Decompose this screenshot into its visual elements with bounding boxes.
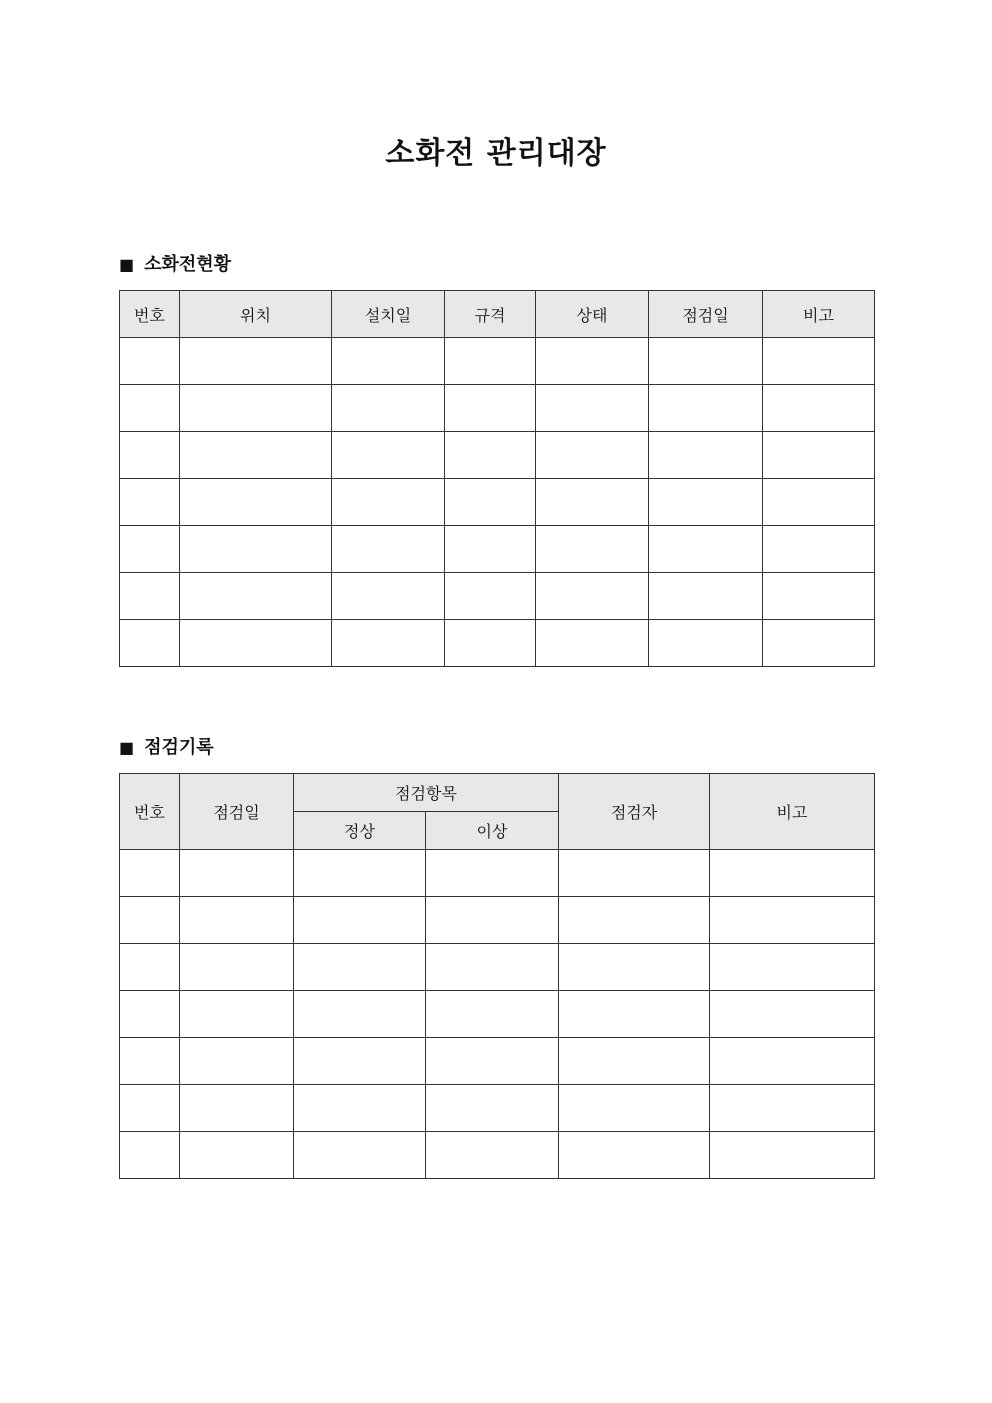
section-heading-label: 소화전현황 — [144, 254, 232, 275]
table-cell[interactable] — [559, 1038, 710, 1085]
table-cell[interactable] — [536, 526, 649, 573]
table-cell[interactable] — [332, 385, 445, 432]
table-cell[interactable] — [445, 620, 536, 667]
table-row — [120, 1038, 875, 1085]
table-cell[interactable] — [180, 897, 294, 944]
table-cell[interactable] — [120, 1132, 180, 1179]
table-cell[interactable] — [180, 991, 294, 1038]
table-cell[interactable] — [559, 1085, 710, 1132]
table-cell[interactable] — [763, 620, 875, 667]
column-header-abnormal: 이상 — [426, 812, 559, 850]
table-cell[interactable] — [559, 944, 710, 991]
section-heading-hydrant-status — [119, 253, 231, 277]
table-cell[interactable] — [332, 526, 445, 573]
square-bullet-icon: ■ — [119, 738, 135, 757]
table-cell[interactable] — [763, 526, 875, 573]
column-header-remarks: 비고 — [763, 291, 875, 338]
table-cell[interactable] — [294, 991, 426, 1038]
table-cell[interactable] — [649, 526, 763, 573]
table-cell[interactable] — [120, 944, 180, 991]
table-cell[interactable] — [426, 1085, 559, 1132]
table-row — [120, 573, 875, 620]
table-cell[interactable] — [445, 573, 536, 620]
hydrant-status-table — [119, 290, 875, 667]
table-row — [120, 1085, 875, 1132]
section-heading-inspection-record — [119, 736, 214, 760]
document-title: 소화전 관리대장 — [385, 136, 607, 171]
table-cell[interactable] — [180, 573, 332, 620]
table-cell[interactable] — [180, 385, 332, 432]
table-cell[interactable] — [426, 850, 559, 897]
column-header-inspection-items: 점검항목 — [294, 774, 559, 812]
table-cell[interactable] — [559, 850, 710, 897]
table-cell[interactable] — [536, 620, 649, 667]
table-cell[interactable] — [710, 1085, 875, 1132]
table-cell[interactable] — [763, 432, 875, 479]
table-cell[interactable] — [445, 432, 536, 479]
column-header-normal: 정상 — [294, 812, 426, 850]
table-cell[interactable] — [426, 991, 559, 1038]
column-header-spec: 규격 — [445, 291, 536, 338]
section-heading-label: 점검기록 — [144, 737, 214, 758]
table-cell[interactable] — [445, 385, 536, 432]
table-cell[interactable] — [426, 1132, 559, 1179]
column-header-inspector: 점검자 — [559, 774, 710, 850]
table-cell[interactable] — [763, 338, 875, 385]
table-cell[interactable] — [426, 897, 559, 944]
table-cell[interactable] — [445, 526, 536, 573]
table-cell[interactable] — [120, 991, 180, 1038]
table-row — [120, 944, 875, 991]
table-cell[interactable] — [426, 944, 559, 991]
table-cell[interactable] — [180, 850, 294, 897]
table-row — [120, 850, 875, 897]
table-cell[interactable] — [559, 991, 710, 1038]
table-cell[interactable] — [710, 1132, 875, 1179]
table-row — [120, 432, 875, 479]
table-cell[interactable] — [426, 1038, 559, 1085]
table-row — [120, 1132, 875, 1179]
table-cell[interactable] — [649, 338, 763, 385]
table-cell[interactable] — [120, 573, 180, 620]
table-row — [120, 897, 875, 944]
table-cell[interactable] — [536, 573, 649, 620]
table-cell[interactable] — [445, 338, 536, 385]
inspection-record-table — [119, 773, 875, 1179]
table-cell[interactable] — [710, 850, 875, 897]
table-cell[interactable] — [649, 479, 763, 526]
table-cell[interactable] — [332, 479, 445, 526]
table-cell[interactable] — [120, 479, 180, 526]
table-cell[interactable] — [649, 432, 763, 479]
table-cell[interactable] — [120, 850, 180, 897]
table-cell[interactable] — [649, 620, 763, 667]
table-cell[interactable] — [180, 944, 294, 991]
table-cell[interactable] — [710, 991, 875, 1038]
table-cell[interactable] — [120, 897, 180, 944]
table-cell[interactable] — [180, 1038, 294, 1085]
table-row — [120, 991, 875, 1038]
column-header-remarks: 비고 — [710, 774, 875, 850]
table-cell[interactable] — [536, 479, 649, 526]
column-header-number: 번호 — [120, 291, 180, 338]
column-header-inspection-date: 점검일 — [180, 774, 294, 850]
table-cell[interactable] — [763, 573, 875, 620]
table-cell[interactable] — [710, 944, 875, 991]
table-cell[interactable] — [180, 526, 332, 573]
table-cell[interactable] — [180, 620, 332, 667]
table-cell[interactable] — [332, 573, 445, 620]
table-cell[interactable] — [445, 479, 536, 526]
table-cell[interactable] — [649, 385, 763, 432]
table-cell[interactable] — [120, 1085, 180, 1132]
table-cell[interactable] — [294, 1132, 426, 1179]
table-row — [120, 526, 875, 573]
table-cell[interactable] — [180, 338, 332, 385]
table-cell[interactable] — [649, 573, 763, 620]
table-cell[interactable] — [536, 338, 649, 385]
table-cell[interactable] — [120, 385, 180, 432]
table-cell[interactable] — [332, 432, 445, 479]
table-cell[interactable] — [180, 432, 332, 479]
column-header-condition: 상태 — [536, 291, 649, 338]
column-header-number: 번호 — [120, 774, 180, 850]
table-cell[interactable] — [294, 944, 426, 991]
table-row — [120, 620, 875, 667]
table-cell[interactable] — [294, 1038, 426, 1085]
table-cell[interactable] — [763, 479, 875, 526]
table-cell[interactable] — [536, 385, 649, 432]
table-cell[interactable] — [120, 1038, 180, 1085]
table-cell[interactable] — [763, 385, 875, 432]
table-cell[interactable] — [559, 897, 710, 944]
table-cell[interactable] — [120, 338, 180, 385]
table-row — [120, 385, 875, 432]
table-cell[interactable] — [120, 526, 180, 573]
table-cell[interactable] — [294, 850, 426, 897]
table-cell[interactable] — [332, 620, 445, 667]
table-cell[interactable] — [710, 897, 875, 944]
table-row — [120, 338, 875, 385]
table-cell[interactable] — [180, 1132, 294, 1179]
column-header-location: 위치 — [180, 291, 332, 338]
table-cell[interactable] — [332, 338, 445, 385]
table-cell[interactable] — [120, 620, 180, 667]
table-cell[interactable] — [180, 1085, 294, 1132]
table-header-row — [120, 291, 875, 338]
table-cell[interactable] — [710, 1038, 875, 1085]
table-cell[interactable] — [536, 432, 649, 479]
column-header-inspection-date: 점검일 — [649, 291, 763, 338]
table-cell[interactable] — [120, 432, 180, 479]
column-header-install-date: 설치일 — [332, 291, 445, 338]
table-cell[interactable] — [180, 479, 332, 526]
table-row — [120, 479, 875, 526]
table-header-row — [120, 774, 875, 812]
table-cell[interactable] — [294, 1085, 426, 1132]
square-bullet-icon: ■ — [119, 255, 135, 274]
table-cell[interactable] — [559, 1132, 710, 1179]
table-cell[interactable] — [294, 897, 426, 944]
